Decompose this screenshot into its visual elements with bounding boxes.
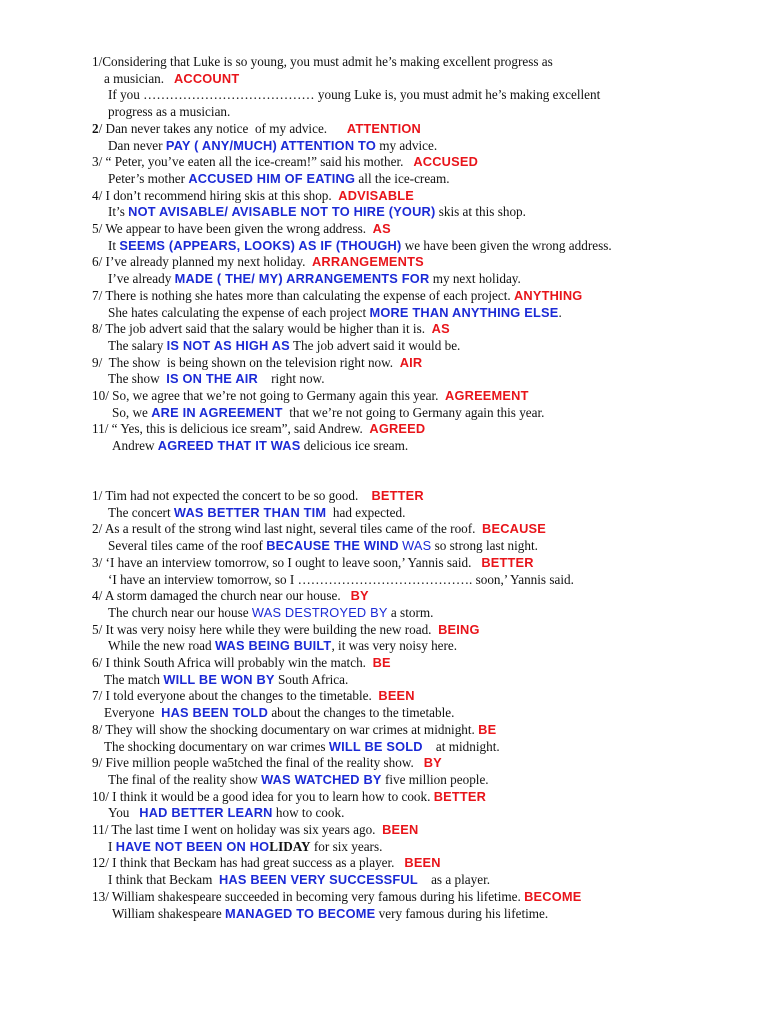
document-line (108, 138, 437, 155)
answer-text: ACCUSED HIM OF EATING (188, 170, 356, 186)
sentence-text: 13/ William shakespeare succeeded in becoming very famous during his lifetime. (92, 888, 525, 904)
sentence-text: So, we (112, 404, 152, 420)
document-line (108, 104, 230, 121)
sentence-text: 5/ We appear to have been given the wrong address. (92, 221, 373, 236)
sentence-text: The concert (108, 504, 174, 520)
document-line (108, 839, 382, 856)
answer-text: HAS BEEN TOLD (161, 705, 269, 721)
sentence-text: 10/ So, we agree that we’re not going to Germany again this year. (92, 388, 446, 403)
sentence-text: right now. (257, 371, 325, 387)
sentence-text: The church near our house (108, 604, 252, 620)
answer-text: IS ON THE AIR (166, 371, 258, 387)
sentence-text: 8/ The job advert said that the salary would be higher than it is. (92, 321, 432, 337)
document-line (104, 739, 500, 756)
document-line (92, 822, 418, 839)
answer-text: WAS WATCHED BY (261, 771, 382, 787)
sentence-text: 12/ I think that Beckam has had great success as a player. (92, 855, 405, 871)
answer-text: HAVE NOT BEEN ON HO (115, 838, 270, 854)
sentence-text: 9/ Five million people wa5tched the final of the reality show. (92, 755, 424, 771)
document-line (108, 271, 521, 288)
keyword-text: ACCOUNT (173, 70, 240, 86)
document-line (92, 154, 478, 171)
keyword-text: BECAUSE (482, 521, 547, 537)
sentence-text: Everyone (104, 705, 162, 721)
document-line (92, 855, 441, 872)
document-line (108, 171, 450, 188)
answer-text: HAD BETTER LEARN (139, 805, 273, 821)
sentence-text: The job advert said it would be. (289, 337, 461, 353)
document-line (108, 204, 526, 221)
sentence-text: how to cook. (272, 805, 345, 821)
document-line (108, 605, 433, 622)
sentence-text: 1/Considering that Luke is so young, you must admit he’s making excellent progress as (92, 54, 553, 69)
document-line (92, 622, 480, 639)
keyword-text: ATTENTION (346, 120, 421, 136)
keyword-text: BY (423, 755, 442, 771)
document-line (92, 355, 422, 372)
answer-text: NOT AVISABLE/ AVISABLE NOT TO HIRE (YOUR) (128, 204, 436, 220)
sentence-text: 3/ “ Peter, you’ve eaten all the ice-cream!” said his mother. (92, 154, 414, 170)
sentence-text: 6/ I think South Africa will probably win the match. (92, 655, 373, 670)
keyword-text: BETTER (481, 554, 534, 570)
sentence-text: as a player. (417, 872, 491, 888)
document-line (92, 521, 546, 538)
answer-text: WILL BE SOLD (328, 738, 423, 754)
document-line (92, 188, 414, 205)
keyword-text: AGREEMENT (445, 388, 529, 403)
sentence-text: 7/ I told everyone about the changes to the timetable. (92, 688, 379, 704)
document-line (92, 221, 391, 238)
sentence-text: / Dan never takes any notice of my advice. (98, 120, 347, 136)
sentence-text: 1/ Tim had not expected the concert to be so good. (92, 488, 372, 503)
keyword-text: AGREED (369, 421, 426, 437)
document-line (92, 688, 415, 705)
sentence-text: Several tiles came of the roof (108, 538, 267, 554)
document-line (92, 254, 424, 271)
document-line (92, 588, 369, 605)
keyword-text: ANYTHING (513, 287, 583, 303)
sentence-text: If you ………………………………… young Luke is, you must admit he’s making excellent (108, 87, 601, 103)
document-line (108, 505, 405, 522)
sentence-text: for six years. (310, 838, 383, 854)
document-line (112, 405, 544, 422)
sentence-text: You (108, 805, 140, 821)
keyword-text: BY (350, 588, 369, 604)
sentence-text: that we’re not going to Germany again this year. (282, 404, 545, 420)
answer-text: ARE IN AGREEMENT (151, 404, 283, 420)
document-line (104, 705, 454, 722)
sentence-text: had expected. (326, 504, 406, 520)
sentence-text: a storm. (387, 604, 434, 620)
sentence-text: ‘I have an interview tomorrow, so I …………………………………. soon,’ Yannis said. (108, 571, 574, 587)
document-line (112, 438, 408, 455)
sentence-text: William shakespeare (112, 905, 225, 921)
sentence-text: my advice. (375, 137, 438, 153)
answer-text: MANAGED TO BECOME (224, 905, 376, 921)
sentence-text: LIDAY (269, 838, 311, 854)
answer-text: SEEMS (APPEARS, LOOKS) AS IF (THOUGH) (119, 237, 402, 253)
sentence-text: 4/ I don’t recommend hiring skis at this shop. (92, 187, 339, 203)
document-line (108, 238, 612, 255)
sentence-text: It (108, 237, 120, 253)
keyword-text: BECOME (524, 888, 582, 904)
document-line (108, 872, 490, 889)
document-line (108, 805, 344, 822)
document-line (92, 889, 581, 906)
document-line (92, 755, 442, 772)
answer-text: IS NOT AS HIGH AS (166, 337, 290, 353)
sentence-text: 11/ The last time I went on holiday was six years ago. (92, 822, 383, 837)
answer-text: BECAUSE THE WIND (266, 538, 399, 554)
document-line (108, 305, 562, 322)
sentence-text: I’ve already (108, 271, 175, 287)
sentence-text: It’s (108, 204, 129, 220)
sentence-text: I (108, 838, 116, 854)
sentence-text: very famous during his lifetime. (375, 905, 549, 921)
answer-text: AGREED THAT IT WAS (157, 438, 301, 454)
document-line (92, 789, 486, 806)
document-line (108, 538, 538, 555)
keyword-text: ARRANGEMENTS (311, 254, 424, 270)
keyword-text: BE (372, 655, 391, 670)
document-line (92, 321, 450, 338)
sentence-text: five million people. (381, 771, 489, 787)
sentence-text: 10/ I think it would be a good idea for you to learn how to cook. (92, 788, 434, 804)
sentence-text: 7/ There is nothing she hates more than calculating the expense of each project. (92, 287, 514, 303)
sentence-text: 6/ I’ve already planned my next holiday. (92, 254, 312, 270)
sentence-text: 2/ As a result of the strong wind last night, several tiles came of the roof. (92, 521, 483, 537)
sentence-text: 9/ The show is being shown on the television right now. (92, 354, 400, 370)
document-line (92, 655, 391, 672)
sentence-text: 11/ “ Yes, this is delicious ice sream”, said Andrew. (92, 421, 370, 437)
document-line (92, 121, 421, 138)
sentence-text: Andrew (112, 438, 158, 454)
sentence-text: The show (108, 371, 167, 387)
sentence-text: While the new road (108, 638, 215, 654)
sentence-text: we have been given the wrong address. (401, 237, 612, 253)
document-line (92, 421, 425, 438)
answer-text: WAS DESTROYED BY (251, 604, 388, 620)
sentence-text: The final of the reality show (108, 771, 262, 787)
sentence-text: The salary (108, 337, 167, 353)
answer-text: MORE THAN ANYTHING ELSE (369, 304, 559, 320)
sentence-text: my next holiday. (429, 271, 521, 287)
sentence-text: , it was very noisy here. (331, 638, 458, 654)
document-line (92, 288, 582, 305)
document-line (108, 87, 600, 104)
sentence-text: 5/ It was very noisy here while they were building the new road. (92, 621, 439, 637)
sentence-text: South Africa. (274, 671, 349, 687)
sentence-text: 3/ ‘I have an interview tomorrow, so I ought to leave soon,’ Yannis said. (92, 554, 482, 570)
keyword-text: BETTER (433, 788, 487, 804)
keyword-text: BEEN (378, 688, 415, 704)
sentence-text: skis at this shop. (435, 204, 526, 220)
answer-text: HAS BEEN VERY SUCCESSFUL (218, 872, 418, 888)
sentence-text: so strong last night. (431, 538, 538, 554)
document-line (108, 772, 489, 789)
document-line (92, 555, 534, 572)
sentence-text: about the changes to the timetable. (268, 705, 455, 721)
keyword-text: BEEN (382, 822, 419, 837)
sentence-text: I think that Beckam (108, 872, 219, 888)
answer-text: PAY ( ANY/MUCH) ATTENTION TO (165, 137, 376, 153)
sentence-text: progress as a musician. (108, 104, 231, 120)
sentence-text: 8/ They will show the shocking documentary on war crimes at midnight. (92, 721, 479, 737)
sentence-text: at midnight. (422, 738, 500, 754)
keyword-text: ACCUSED (413, 154, 479, 170)
sentence-text: She hates calculating the expense of each project (108, 304, 370, 320)
keyword-text: AS (431, 321, 450, 337)
keyword-text: BE (478, 721, 497, 737)
sentence-text: The match (104, 671, 164, 687)
sentence-text: delicious ice sream. (300, 438, 409, 454)
sentence-text: Peter’s mother (108, 170, 189, 186)
sentence-text: 2 (92, 120, 99, 136)
document-line (112, 906, 548, 923)
keyword-text: BEEN (404, 855, 441, 871)
sentence-text: The shocking documentary on war crimes (104, 738, 329, 754)
sentence-text: Dan never (108, 137, 166, 153)
answer-text: WAS (402, 538, 432, 554)
answer-text: MADE ( THE/ MY) ARRANGEMENTS FOR (174, 271, 430, 287)
document-line (108, 371, 325, 388)
document-line (104, 672, 348, 689)
keyword-text: AIR (399, 354, 423, 370)
answer-text: WAS BEING BUILT (214, 638, 332, 654)
document-line (108, 572, 574, 589)
document-line (92, 54, 553, 71)
document-line (104, 71, 239, 88)
keyword-text: ADVISABLE (338, 187, 415, 203)
sentence-text: . (558, 304, 562, 320)
document-line (92, 388, 529, 405)
document-line (108, 338, 460, 355)
sentence-text: a musician. (104, 70, 174, 86)
sentence-text: 4/ A storm damaged the church near our house. (92, 588, 351, 604)
keyword-text: AS (372, 221, 391, 236)
document-line (92, 722, 496, 739)
keyword-text: BEING (438, 621, 480, 637)
keyword-text: BETTER (371, 488, 424, 503)
document-line (108, 638, 457, 655)
document-line (92, 488, 424, 505)
answer-text: WAS BETTER THAN TIM (173, 504, 327, 520)
answer-text: WILL BE WON BY (163, 671, 275, 687)
sentence-text: all the ice-cream. (355, 170, 450, 186)
